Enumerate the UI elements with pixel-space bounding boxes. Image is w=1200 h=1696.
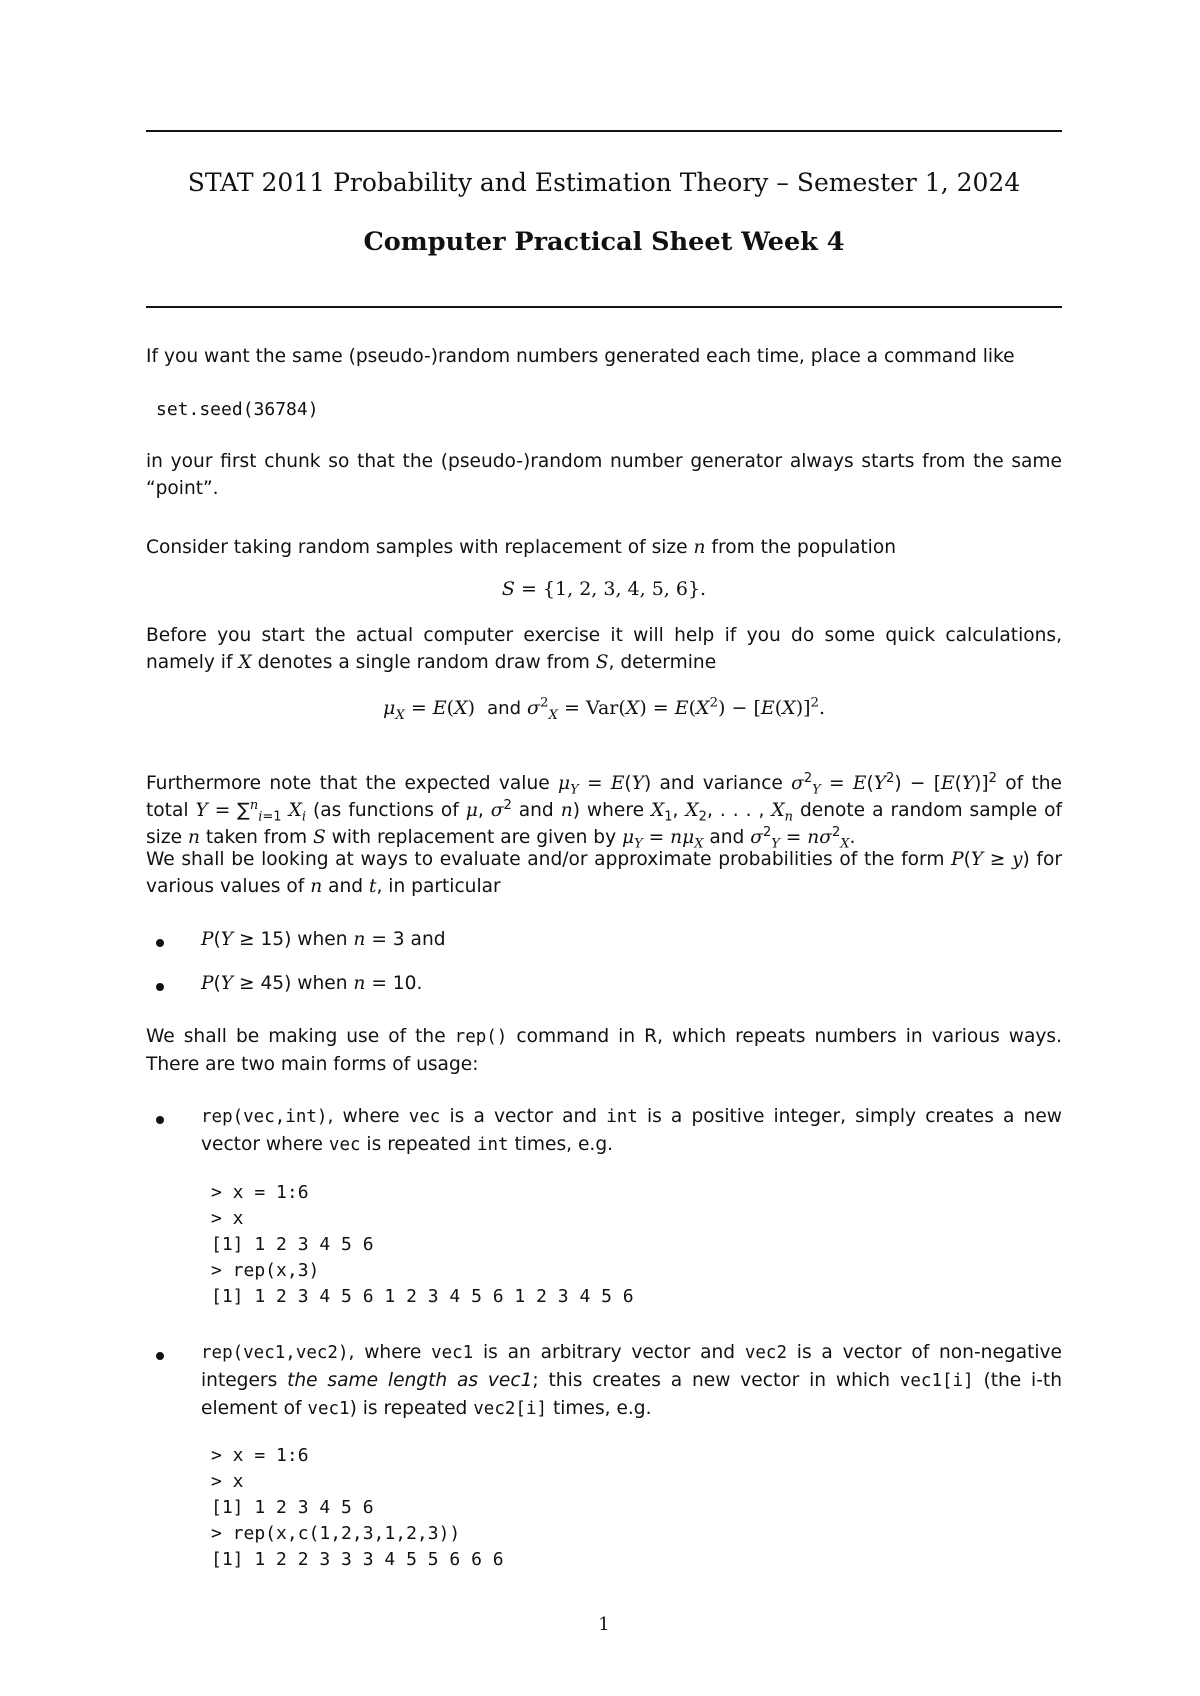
rep-vec-int-code: > x = 1:6 > x [1] 1 2 3 4 5 6 > rep(x,3) [1] 1 2 3 4 5 6 1 2 3 4 5 6 1 2 3 4 5 6 — [211, 1182, 634, 1307]
probabilities-paragraph: We shall be looking at ways to evaluate and/or approximate probabilities of the form P(Y ≥ y) for various values of n and t, in particular — [146, 849, 1062, 897]
course-title: STAT 2011 Probability and Estimation Theory – Semester 1, 2024 — [187, 168, 1021, 197]
bottom-rule — [146, 306, 1062, 308]
seed-after-paragraph: in your first chunk so that the (pseudo-)random number generator always starts from the same “point”. — [146, 451, 1062, 499]
bullet-item-2: P(Y ≥ 45) when n = 10. — [201, 973, 423, 994]
population-paragraph: Consider taking random samples with replacement of size n from the population — [146, 537, 896, 558]
rep-vec-int-description: rep(vec,int), where vec is a vector and int is a positive integer, simply creates a new vector where vec is repeated int times, e.g. — [201, 1106, 1062, 1155]
rep-vec1-vec2-description: rep(vec1,vec2), where vec1 is an arbitrary vector and vec2 is a vector of non-negative integers the same length as vec1; this creates a new vector in which vec1[i] (the i-th element of vec1) is repeated vec2[i] times, e.g. — [201, 1342, 1063, 1419]
document-page — [146, 0, 1062, 1696]
bullet-2 — [156, 983, 164, 991]
bullet-item-1: P(Y ≥ 15) when n = 3 and — [201, 929, 446, 950]
top-rule — [146, 130, 1062, 132]
mean-variance-equation: $\mu_X = E(X)$ and $\sigma^2_X = Var(X) = E(X^2) - [E(X)]^2$. — [382, 695, 826, 723]
rep-vec1-vec2-code: > x = 1:6 > x [1] 1 2 3 4 5 6 > rep(x,c(1,2,3,1,2,3)) [1] 1 2 2 3 3 3 4 5 5 6 6 6 — [211, 1445, 504, 1570]
before-start-paragraph: Before you start the actual computer exercise it will help if you do some quick calculations, namely if X denotes a single random draw from S, determine — [146, 625, 1062, 673]
seed-code: set.seed(36784) — [156, 399, 319, 420]
seed-paragraph: If you want the same (pseudo-)random numbers generated each time, place a command like — [146, 346, 1015, 367]
furthermore-paragraph: Furthermore note that the expected value $\mu_Y = E(Y)$ and variance $\sigma^2_Y = E(Y^2) - [E(Y)]^2$ of the total Y = ∑$^n_{i=1}$ $X_i$ (as functions of μ, $\sigma^2$ and n) where $X_1$, $X_2$, . . . , $X_n$ denote a random sample of size n taken from S with replacement are given by $\mu_Y = n\mu_X$ and $\sigma^2_Y = n\sigma^2_X$. — [146, 770, 1063, 852]
bullet-1 — [156, 939, 164, 947]
bullet-4 — [156, 1352, 164, 1360]
rep-intro-paragraph: We shall be making use of the rep() command in R, which repeats numbers in various ways. There are two main forms of usage: — [146, 1026, 1062, 1075]
bullet-3 — [156, 1116, 164, 1124]
page-number: 1 — [598, 1614, 610, 1635]
sheet-title: Computer Practical Sheet Week 4 — [363, 227, 845, 257]
population-set-equation: S = {1, 2, 3, 4, 5, 6}. — [501, 578, 707, 600]
